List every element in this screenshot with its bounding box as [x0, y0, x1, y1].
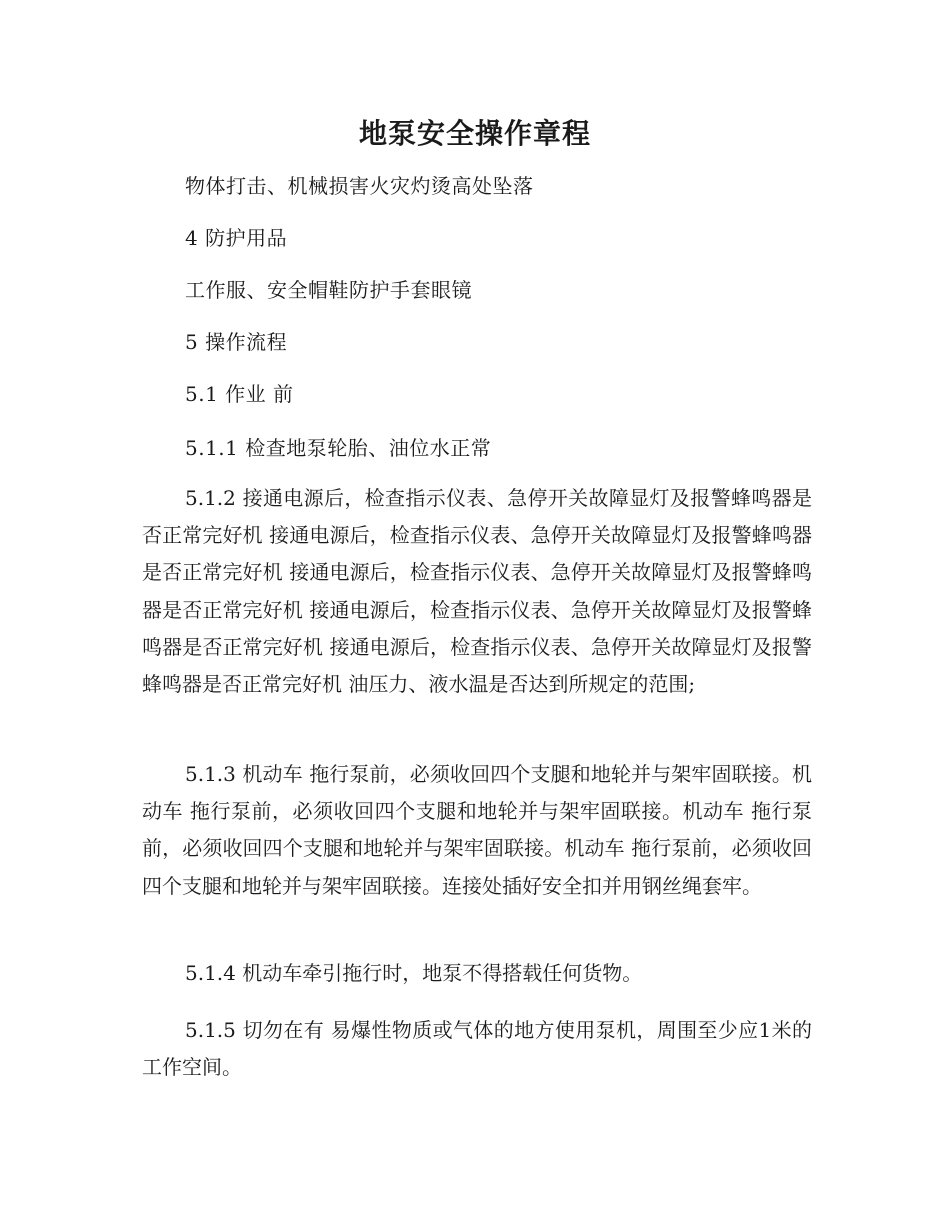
subsection-heading-before-work: 5.1 作业 前 [185, 382, 294, 406]
section-heading-protective-equipment: 4 防护用品 [185, 226, 288, 250]
paragraph-5-1-5: 5.1.5 切勿在有 易爆性物质或气体的地方使用泵机，周围至少应1米的工作空间。 [142, 1018, 812, 1080]
section-heading-operation-process: 5 操作流程 [185, 330, 288, 354]
paragraph-5-1-3: 5.1.3 机动车 拖行泵前，必须收回四个支腿和地轮并与架牢固联接。机动车 拖行泵前，必须收回四个支腿和地轮并与架牢固联接。机动车 拖行泵前，必须收回四个支腿和地轮并与架牢固联接。机动车 拖行泵前，必须收回四个支腿和地轮并与架牢固联接。连接处插好安全扣并用钢丝绳套牢。 [142, 762, 812, 898]
text-line-hazards: 物体打击、机械损害火灾灼烫高处坠落 [185, 174, 534, 198]
paragraph-5-1-2: 5.1.2 接通电源后，检查指示仪表、急停开关故障显灯及报警蜂鸣器是否正常完好机 接通电源后，检查指示仪表、急停开关故障显灯及报警蜂鸣器是否正常完好机 接通电源后，检查指示仪表、急停开关故障显灯及报警蜂鸣器是否正常完好机 接通电源后，检查指示仪表、急停开关故障显灯及报警蜂鸣器是否正常完好机 接通电源后，检查指示仪表、急停开关故障显灯及报警蜂鸣器是否正常完好机 油压力、液水温是否达到所规定的范围; [142, 486, 812, 697]
paragraph-5-1-4: 5.1.4 机动车牵引拖行时，地泵不得搭载任何货物。 [185, 961, 643, 985]
text-line-check-tires: 5.1.1 检查地泵轮胎、油位水正常 [185, 436, 492, 460]
text-line-equipment-list: 工作服、安全帽鞋防护手套眼镜 [185, 278, 472, 302]
document-title: 地泵安全操作章程 [358, 117, 591, 150]
